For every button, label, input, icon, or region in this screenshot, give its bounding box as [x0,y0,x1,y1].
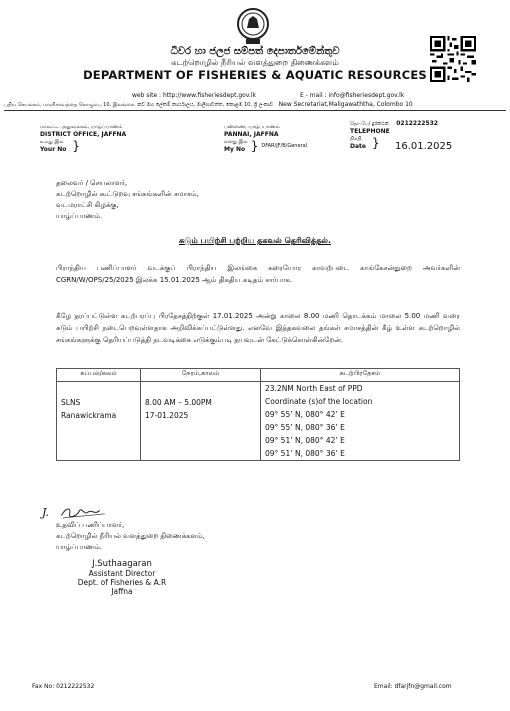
department-title-english: DEPARTMENT OF FISHERIES & AQUATIC RESOURCES [83,68,427,82]
closing-line-1: உதவிப் பணிப்பாளர், [56,521,125,529]
date-english: Date [350,143,366,150]
vessel-cell [57,382,141,461]
my-no-value: DFAR/JF/B/General [261,143,308,149]
your-no-tamil: உமது இல [40,139,64,145]
vessel-line-2: Ranawickrama [61,411,117,420]
district-tamil: மாவட்ட அலுவலகம், யாழ்ப்பாணம் [40,124,123,130]
firing-exercise-table [56,368,460,461]
pannai-english: PANNAI, JAFFNA [224,131,279,138]
paragraph-2: கீழே தரப்பட்டுள்ள கடற்பரப்பு பிரதேசத்திற்குள் 17.01.2025 அன்று காலை 8.00 மணி தொடக்கம் மாலை 5.00 மணி வரை சுடும் பயிற்சி நடைபெறவுள்ளதாக அறிவிக்கப்பட்டுள்ளது. எனவே இத்தகவலை தங்கள் சமாசத்தின் கீழ் உள்ள கடற்றொழில் சங்கங்களுக்கு தெரியப்படுத்தி நடவடிக்கை எடுக்கும்படி தயவுடன் கேட்டுக்கொள்கின்றேன். [56,312,460,344]
time-line-2: 17-01.2025 [145,411,189,420]
header-time: நேரம்,காலம் [141,369,261,382]
telephone-english: TELEPHONE [350,128,390,135]
email-link[interactable]: E - mail : info@fisheriesdept.gov.lk [300,92,405,99]
footer-email[interactable]: Email: dfarjfn@gmail.com [374,683,452,690]
department-title-sinhala: ධීවර හා ජලජ සම්පත් දෙපාර්තමේන්තුව [170,46,340,57]
area-line: 09° 55’ N, 080° 42’ E [265,410,345,419]
closing-line-2: கடற்றொழில் நீரியல் வளத்துறை திணைக்களம், [56,532,205,540]
recipient-block [56,178,199,222]
my-no-tamil: எனது இல [224,139,248,145]
time-cell [141,382,261,461]
pannai-tamil: பண்ணை, யாழ்ப்பாணம் [224,124,280,130]
website-link[interactable]: web site : http://www.fisheriesdept.gov.lk [132,92,256,99]
signatory-stamp [72,560,172,596]
address-local: புதிய செயலகம், மாளிகாவத்தை கொழும்பு 10, இலங்கை. නව මහ ලේකම් කාර්යාලය, මාලිගාවත්ත, කොළඹ 10, ශ්‍රී ලංකාව [4,102,274,108]
address-row [4,101,506,108]
recipient-line-3: வடமராட்சி கிழக்கு, [56,201,119,209]
recipient-line-1: தலைவர் / செயலாளர், [56,179,128,187]
signatory-dept: Dept. of Fisheries & A.R [77,578,167,587]
your-no-english: Your No [40,146,67,153]
district-english: DISTRICT OFFICE, JAFFNA [40,131,127,138]
table-row [57,382,460,461]
signature-initial: J. [42,506,50,519]
signatory-title: Assistant Director [88,569,156,578]
paragraph-1: பிராந்திய பணிப்பாளர் வடக்குப் பிராந்திய இலங்கை கரையோர காவற்படை காங்கேசன்துறை அவர்களின் CGRN/W/OPS/25/2025 இலக்க 15.01.2025 ஆம் திகதிய கடிதம் சார்பாக. [56,264,460,284]
table-header-row [57,369,460,382]
signatory-place: Jaffna [111,587,133,596]
telephone-number: 0212222532 [396,120,438,127]
subject-line: சுடும் பயிற்சி பற்றிய தகவல் தெரிவித்தல். [179,236,331,245]
vessel-line-1: SLNS [61,398,81,407]
closing-block [56,520,205,553]
time-line-1: 8.00 AM – 5.00PM [145,398,212,407]
closing-line-3: யாழ்ப்பாணம். [56,543,103,551]
address-english: New Secretariat,Maligawaththa, Colombo 10 [278,101,413,108]
meta-left: மாவட்ட அலுவலகம், யாழ்ப்பாணம் DISTRICT OFFICE, JAFFNA உமது இல Your No } [40,124,127,153]
signatory-name: J.Suthaagaran [92,559,152,569]
sri-lanka-emblem-icon [236,6,270,46]
area-line: 09° 51’ N, 080° 42’ E [265,436,345,445]
recipient-line-2: கடற்றொழில் கூட்டுறவு சங்கங்களின் சமாசம், [56,190,199,198]
area-cell [261,382,460,461]
area-line: 09° 51’ N, 080° 36’ E [265,449,345,458]
footer-fax: Fax No: 0212222532 [32,683,95,690]
area-line: 23.2NM North East of PPD [265,384,363,393]
date-local: திகதி [350,136,362,142]
meta-right: தொ.பே/ දුරකථන 0212222532 TELEPHONE திகதி Date } [350,120,438,150]
department-title-tamil: கடற்றொழில் நீரியல் வளத்துறை திணைக்களம் [171,58,339,67]
my-no-english: My No [224,146,246,153]
meta-middle: பண்ணை, யாழ்ப்பாணம் PANNAI, JAFFNA எனது இல My No } DFAR/JF/B/General [224,124,308,153]
header-area: கடற்பிரதேசம் [261,369,460,382]
qr-code-icon [430,36,476,82]
header-vessel: கப்பல்/கலம் [57,369,141,382]
telephone-local: தொ.பே/ දුරකථන [350,121,389,127]
header-divider [4,110,506,111]
date-value: 16.01.2025 [395,141,453,152]
area-line: 09° 55’ N, 080° 36’ E [265,423,345,432]
recipient-line-4: யாழ்ப்பாணம். [56,212,103,220]
area-line: Coordinate (s)of the location [265,397,373,406]
